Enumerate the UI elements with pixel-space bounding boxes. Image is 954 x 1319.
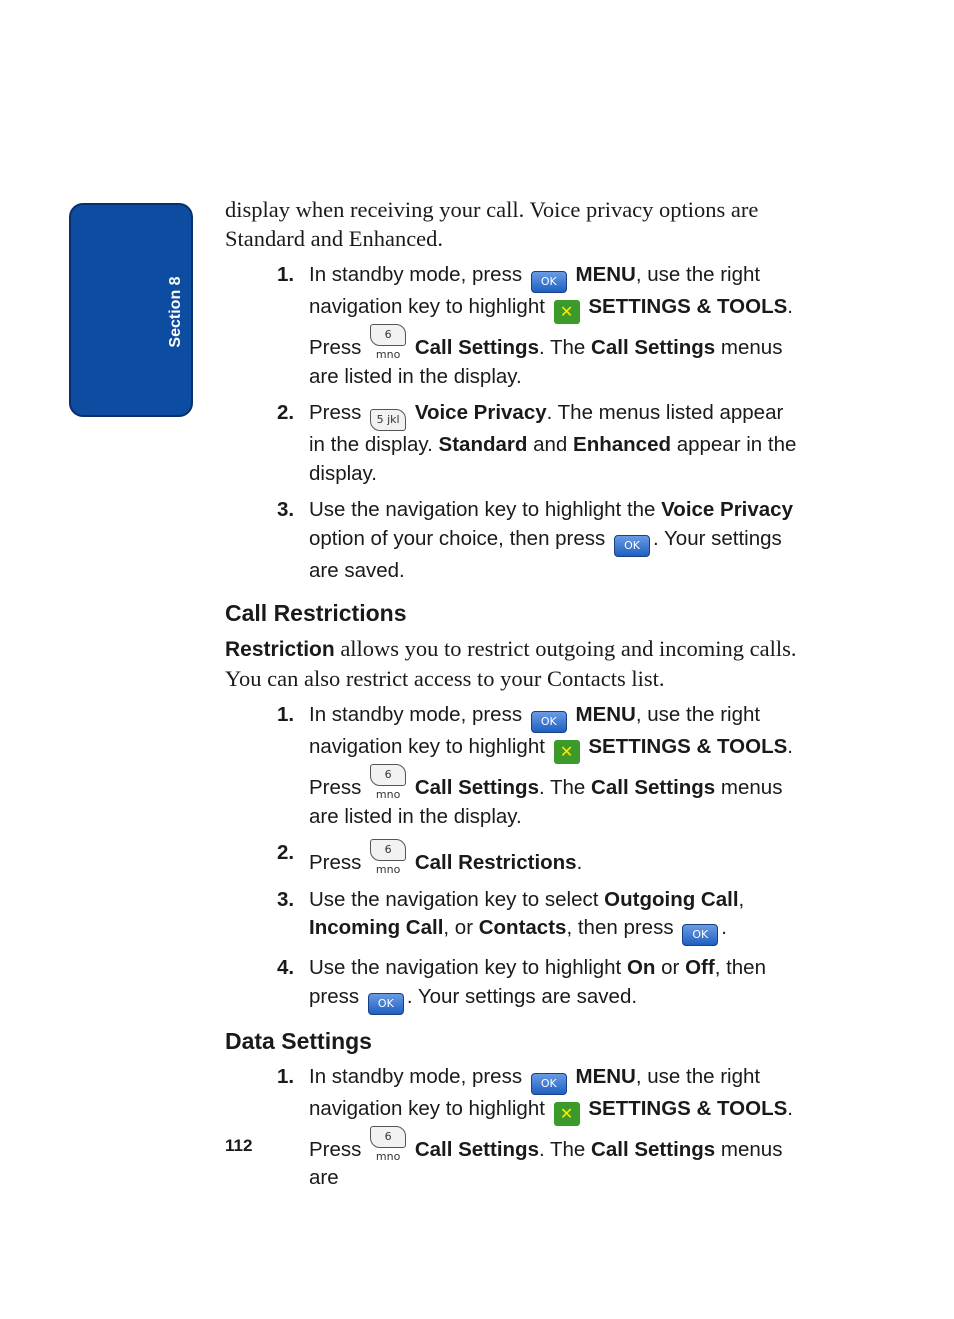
call-settings-label: Call Settings bbox=[591, 1137, 716, 1161]
contacts-label: Contacts bbox=[478, 916, 567, 939]
step-number: 3. bbox=[277, 887, 295, 911]
list-item bbox=[225, 954, 797, 1015]
step-text: , use the right navigation key to highlight bbox=[309, 263, 761, 318]
call-settings-label: Call Settings bbox=[591, 336, 716, 359]
step-text: . The bbox=[538, 1137, 586, 1161]
menu-label: MENU bbox=[575, 1064, 636, 1088]
menu-label: MENU bbox=[575, 703, 636, 726]
step-text: . Your settings are saved. bbox=[309, 526, 782, 582]
key-5-icon: 5 jkl bbox=[370, 409, 406, 431]
key-6-icon: 6 mno bbox=[370, 839, 406, 861]
key-6-icon: 6 mno bbox=[370, 764, 406, 786]
step-text: , then press bbox=[309, 956, 766, 1008]
menu-label: MENU bbox=[575, 263, 636, 286]
step-text: . Your settings are saved. bbox=[406, 984, 638, 1008]
intro-text: allows you to restrict outgoing and incoming calls. You can also restrict access to your Contacts list. bbox=[225, 636, 797, 691]
step-text: . Press bbox=[309, 735, 793, 799]
call-settings-label: Call Settings bbox=[414, 1137, 539, 1161]
step-number: 1. bbox=[277, 263, 295, 286]
call-restrictions-steps bbox=[225, 701, 797, 1015]
step-text: . Press bbox=[309, 295, 793, 359]
step-text: . The menus listed appear in the display. bbox=[309, 401, 784, 456]
step-text: In standby mode, press bbox=[309, 703, 523, 726]
call-restrictions-intro bbox=[225, 635, 797, 693]
tools-label: SETTINGS & TOOLS bbox=[588, 1096, 788, 1120]
step-number: 4. bbox=[277, 956, 295, 979]
off-label: Off bbox=[685, 956, 715, 979]
incoming-call-label: Incoming Call bbox=[309, 916, 444, 939]
page-number: 112 bbox=[225, 1136, 253, 1155]
key-6-icon: 6 mno bbox=[370, 324, 406, 346]
step-text: . Press bbox=[309, 1096, 793, 1161]
step-text: In standby mode, press bbox=[309, 263, 523, 286]
step-text: menus are bbox=[309, 1137, 783, 1189]
intro-paragraph: display when receiving your call. Voice privacy options are Standard and Enhanced. bbox=[225, 197, 759, 251]
voice-privacy-label: Voice Privacy bbox=[661, 498, 793, 521]
list-item bbox=[225, 496, 797, 585]
step-text: Use the navigation key to highlight bbox=[309, 956, 622, 979]
call-settings-label: Call Settings bbox=[414, 336, 539, 359]
list-item bbox=[225, 261, 797, 391]
list-item bbox=[225, 1063, 797, 1193]
step-text: menus are listed in the display. bbox=[309, 336, 783, 388]
settings-tools-icon: ✕ bbox=[554, 740, 580, 764]
step-text: , then press bbox=[566, 916, 674, 939]
step-text: , use the right navigation key to highlight bbox=[309, 1064, 761, 1120]
section-tab-label: Section 8 bbox=[167, 276, 184, 348]
step-text: Use the navigation key to highlight the bbox=[309, 498, 656, 521]
step-text: or bbox=[661, 956, 680, 979]
call-settings-label: Call Settings bbox=[591, 776, 716, 799]
ok-key-icon: OK bbox=[682, 924, 718, 946]
step-number: 1. bbox=[277, 1064, 295, 1088]
list-item bbox=[225, 399, 797, 488]
step-text: , or bbox=[443, 916, 474, 939]
step-text: menus are listed in the display. bbox=[309, 776, 783, 828]
outgoing-call-label: Outgoing Call bbox=[604, 887, 739, 911]
step-text: , bbox=[738, 887, 745, 911]
ok-key-icon: OK bbox=[531, 711, 567, 733]
step-text: Press bbox=[309, 851, 362, 874]
step-text: , use the right navigation key to highlight bbox=[309, 703, 761, 758]
tools-label: SETTINGS & TOOLS bbox=[588, 295, 788, 318]
step-text: . The bbox=[538, 336, 586, 359]
step-number: 1. bbox=[277, 703, 295, 726]
step-number: 3. bbox=[277, 498, 295, 521]
step-text: . bbox=[576, 851, 583, 874]
ok-key-icon: OK bbox=[531, 1073, 567, 1095]
settings-tools-icon: ✕ bbox=[554, 1102, 580, 1126]
list-item bbox=[225, 839, 797, 878]
standard-label: Standard bbox=[438, 433, 528, 456]
voice-privacy-steps bbox=[225, 261, 797, 585]
key-6-icon: 6 mno bbox=[370, 1126, 406, 1148]
call-restrictions-label: Call Restrictions bbox=[414, 851, 577, 874]
call-settings-label: Call Settings bbox=[414, 776, 539, 799]
on-label: On bbox=[626, 956, 656, 979]
data-settings-heading: Data Settings bbox=[225, 1027, 372, 1054]
voice-privacy-label: Voice Privacy bbox=[414, 401, 547, 424]
step-text: Press bbox=[309, 401, 362, 424]
ok-key-icon: OK bbox=[614, 535, 650, 557]
list-item bbox=[225, 886, 797, 947]
ok-key-icon: OK bbox=[531, 271, 567, 293]
step-text: In standby mode, press bbox=[309, 1064, 523, 1088]
step-text: appear in the display. bbox=[309, 433, 797, 485]
step-number: 2. bbox=[277, 401, 295, 424]
step-text: . The bbox=[538, 776, 586, 799]
step-text: and bbox=[533, 433, 568, 456]
call-restrictions-heading: Call Restrictions bbox=[225, 600, 407, 626]
page-content bbox=[225, 196, 797, 1201]
tools-label: SETTINGS & TOOLS bbox=[588, 735, 788, 758]
ok-key-icon: OK bbox=[368, 993, 404, 1015]
step-text: option of your choice, then press bbox=[309, 526, 606, 550]
data-settings-steps bbox=[225, 1063, 797, 1193]
list-item bbox=[225, 701, 797, 831]
step-text: . bbox=[721, 916, 727, 939]
restriction-label: Restriction bbox=[225, 638, 335, 661]
step-text: Use the navigation key to select bbox=[309, 887, 599, 911]
step-number: 2. bbox=[277, 841, 295, 864]
enhanced-label: Enhanced bbox=[573, 433, 671, 456]
settings-tools-icon: ✕ bbox=[554, 300, 580, 324]
